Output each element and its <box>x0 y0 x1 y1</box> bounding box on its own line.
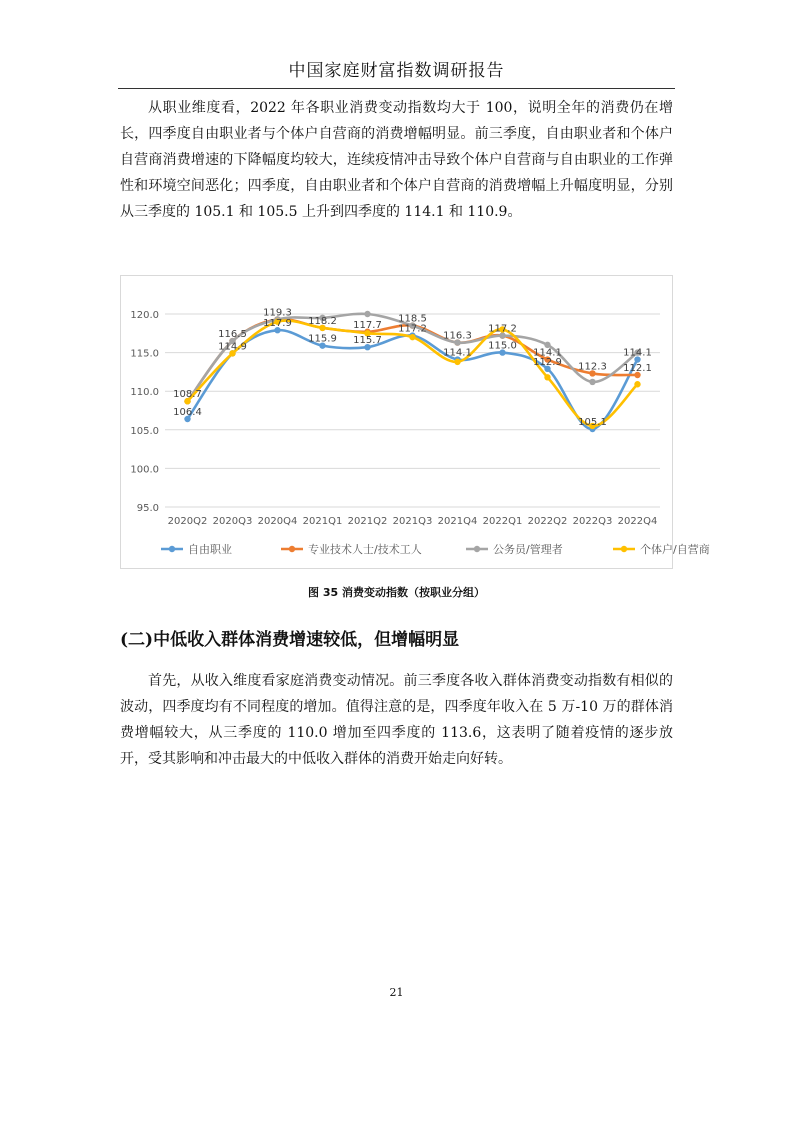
legend-label: 自由职业 <box>188 543 232 556</box>
section-heading: (二)中低收入群体消费增速较低，但增幅明显 <box>120 630 460 650</box>
chart-canvas <box>121 276 710 568</box>
data-label: 116.3 <box>443 330 472 342</box>
data-label: 114.1 <box>443 347 472 359</box>
x-tick-label: 2021Q1 <box>302 516 343 527</box>
x-tick-label: 2020Q2 <box>167 516 208 527</box>
paragraph-occupation: 从职业维度看，2022 年各职业消费变动指数均大于 100，说明全年的消费仍在增长，四季度自由职业者与个体户自营商的消费增幅明显。前三季度，自由职业者和个体户自营商消费增速的下降幅度均较大，连续疫情冲击导致个体户自营商与自由职业的工作弹性和环境空间恶化；四季度，自由职业者和个体户自营商的消费增幅上升幅度明显，分别从三季度的 105.1 和 105.5 上升到四季度的 114.1 和 110.9。 <box>120 100 673 220</box>
data-label: 115.0 <box>488 340 517 352</box>
data-label: 119.3 <box>263 307 292 319</box>
y-tick-label: 120.0 <box>130 310 159 321</box>
legend-marker <box>169 546 175 552</box>
y-tick-label: 105.0 <box>130 425 159 437</box>
data-label: 117.9 <box>263 318 292 330</box>
data-label: 112.1 <box>623 362 652 374</box>
data-point <box>634 381 640 387</box>
data-label: 118.2 <box>308 315 337 327</box>
header-divider <box>118 88 675 89</box>
data-point <box>589 379 595 385</box>
x-tick-label: 2022Q3 <box>572 516 613 527</box>
x-tick-label: 2022Q1 <box>482 516 523 527</box>
data-label: 114.9 <box>218 341 247 353</box>
data-label: 106.4 <box>173 406 202 418</box>
data-label: 118.5 <box>398 313 427 325</box>
data-point <box>409 334 415 340</box>
data-label: 112.9 <box>533 356 562 368</box>
consumption-index-chart <box>120 275 710 569</box>
legend-marker <box>289 546 295 552</box>
data-point <box>364 311 370 317</box>
y-tick-label: 100.0 <box>130 464 159 476</box>
paragraph-income: 首先，从收入维度看家庭消费变动情况。前三季度各收入群体消费变动指数有相似的波动，四季度均有不同程度的增加。值得注意的是，四季度年收入在 5 万-10 万的群体消费增幅较大，从三季度的 110.0 增加至四季度的 113.6，这表明了随着疫情的逐步放开，受其影响和冲击最大的中低收入群体的消费开始走向好转。 <box>120 673 673 767</box>
figure-caption: 图 35 消费变动指数（按职业分组） <box>308 586 485 599</box>
legend-marker <box>474 546 480 552</box>
y-tick-label: 115.0 <box>130 348 159 360</box>
legend-label: 个体户/自营商 <box>640 543 710 556</box>
data-label: 117.7 <box>353 319 382 331</box>
legend-marker <box>621 546 627 552</box>
y-tick-label: 95.0 <box>136 503 159 514</box>
data-label: 117.2 <box>488 323 517 335</box>
series-line-1 <box>188 330 638 429</box>
data-label: 108.7 <box>173 389 202 401</box>
data-point <box>544 374 550 380</box>
x-tick-label: 2020Q4 <box>257 516 298 527</box>
x-tick-label: 2021Q2 <box>347 516 388 527</box>
data-label: 117.2 <box>398 323 427 335</box>
x-tick-label: 2020Q3 <box>212 516 253 527</box>
legend-label: 专业技术人士/技术工人 <box>308 543 422 556</box>
data-label: 114.1 <box>533 347 562 359</box>
page-number: 21 <box>389 986 404 999</box>
x-tick-label: 2022Q2 <box>527 516 568 527</box>
data-point <box>454 359 460 365</box>
legend-label: 公务员/管理者 <box>493 543 563 556</box>
x-tick-label: 2021Q3 <box>392 516 433 527</box>
data-label: 116.5 <box>218 329 247 341</box>
x-tick-label: 2021Q4 <box>437 516 478 527</box>
data-label: 115.9 <box>308 333 337 345</box>
data-label: 112.3 <box>578 361 607 373</box>
data-label: 114.1 <box>623 347 652 359</box>
report-title: 中国家庭财富指数调研报告 <box>288 61 505 81</box>
data-label: 115.7 <box>353 335 382 347</box>
y-tick-label: 110.0 <box>130 387 159 399</box>
x-tick-label: 2022Q4 <box>617 516 658 527</box>
data-label: 105.1 <box>578 417 607 429</box>
